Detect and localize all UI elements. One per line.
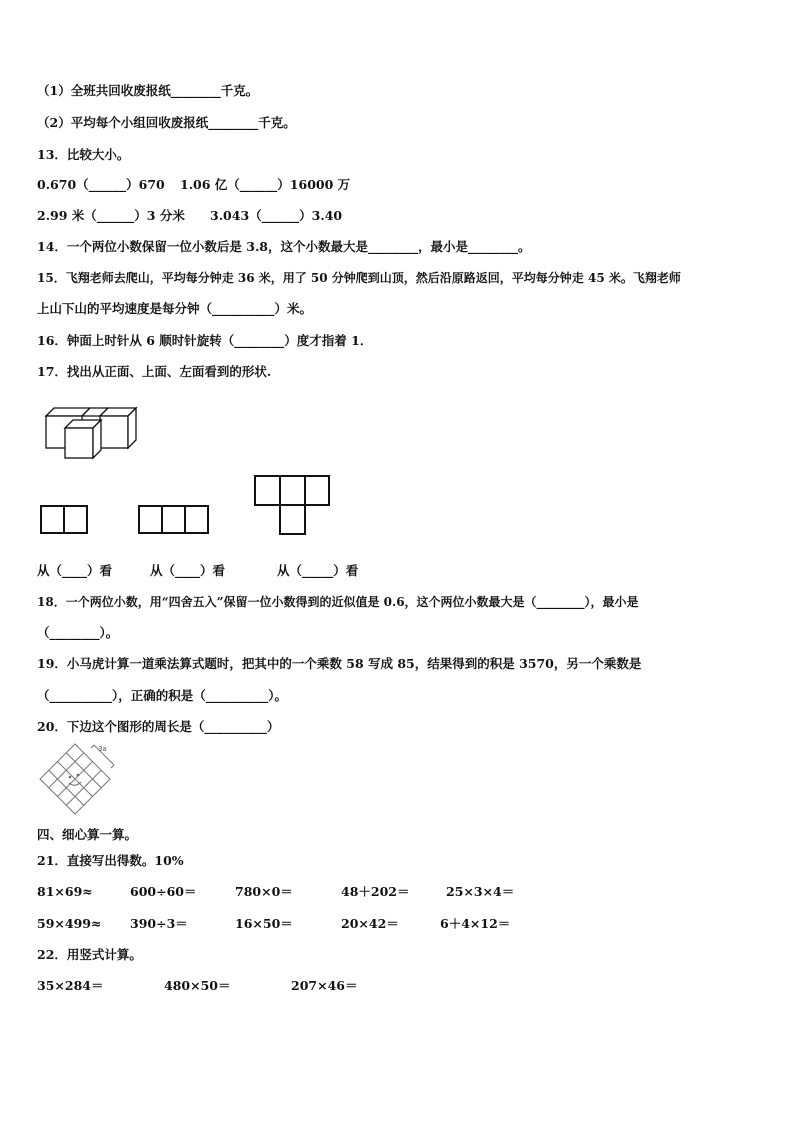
view-label-3: 从（_____）看 bbox=[277, 563, 359, 578]
section-4-heading: 四、细心算一算。 bbox=[37, 827, 138, 842]
q14-text: 14．一个两位小数保留一位小数后是 3.8，这个小数最大是________，最小是________。 bbox=[37, 239, 531, 254]
view-shape-three-squares bbox=[138, 505, 212, 535]
q19-line1: 19．小马虎计算一道乘法算式题时，把其中的一个乘数 58 写成 85，结果得到的积是 3570，另一个乘数是 bbox=[37, 656, 642, 671]
q13-item-1: 0.670（______）670 bbox=[37, 177, 165, 192]
q21-title: 21．直接写出得数。10% bbox=[37, 853, 184, 868]
q16-text: 16．钟面上时针从 6 顺时针旋转（________）度才指着 1． bbox=[37, 333, 373, 348]
q17-title: 17．找出从正面、上面、左面看到的形状. bbox=[37, 364, 272, 379]
diamond-grid-figure bbox=[38, 742, 118, 822]
q12-sub1: （1）全班共回收废报纸________千克。 bbox=[37, 83, 259, 98]
calc-item: 20×42＝ bbox=[341, 916, 399, 931]
view-label-1: 从（____）看 bbox=[37, 563, 113, 578]
q22-title: 22．用竖式计算。 bbox=[37, 947, 142, 962]
q12-sub2: （2）平均每个小组回收废报纸________千克。 bbox=[37, 115, 296, 130]
calc-item: 81×69≈ bbox=[37, 884, 93, 899]
vertical-calc-item: 35×284＝ bbox=[37, 978, 104, 993]
calc-item: 780×0＝ bbox=[235, 884, 293, 899]
q15-line1: 15．飞翔老师去爬山，平均每分钟走 36 米，用了 50 分钟爬到山顶，然后沿原路返回，平均每分钟走 45 米。飞翔老师 bbox=[37, 271, 681, 285]
q18-line2: （________）。 bbox=[37, 625, 119, 640]
calc-item: 48＋202＝ bbox=[341, 884, 410, 899]
calc-item: 25×3×4＝ bbox=[446, 884, 515, 899]
q20-text: 20．下边这个图形的周长是（__________） bbox=[37, 719, 280, 734]
vertical-calc-item: 207×46＝ bbox=[291, 978, 358, 993]
q13-item-3: 2.99 米（______）3 分米 bbox=[37, 208, 185, 223]
calc-item: 390÷3＝ bbox=[130, 916, 188, 931]
calc-item: 6＋4×12＝ bbox=[440, 916, 511, 931]
q13-title: 13．比较大小。 bbox=[37, 147, 130, 162]
q13-item-2: 1.06 亿（______）16000 万 bbox=[180, 177, 351, 192]
vertical-calc-item: 480×50＝ bbox=[164, 978, 231, 993]
view-shape-t-shape bbox=[254, 475, 332, 535]
calc-item: 600÷60＝ bbox=[130, 884, 197, 899]
cube-figure bbox=[40, 396, 150, 466]
q18-line1: 18．一个两位小数，用“四舍五入”保留一位小数得到的近似值是 0.6，这个两位小数最大是（________），最小是 bbox=[37, 595, 639, 609]
calc-item: 16×50＝ bbox=[235, 916, 293, 931]
q13-item-4: 3.043（______）3.40 bbox=[210, 208, 343, 223]
q19-line2: （__________），正确的积是（__________）。 bbox=[37, 688, 288, 703]
q15-line2: 上山下山的平均速度是每分钟（__________）米。 bbox=[37, 301, 313, 316]
view-shape-two-squares bbox=[40, 505, 90, 535]
view-label-2: 从（____）看 bbox=[150, 563, 226, 578]
calc-item: 59×499≈ bbox=[37, 916, 102, 931]
figure-label: 3a bbox=[98, 745, 107, 753]
